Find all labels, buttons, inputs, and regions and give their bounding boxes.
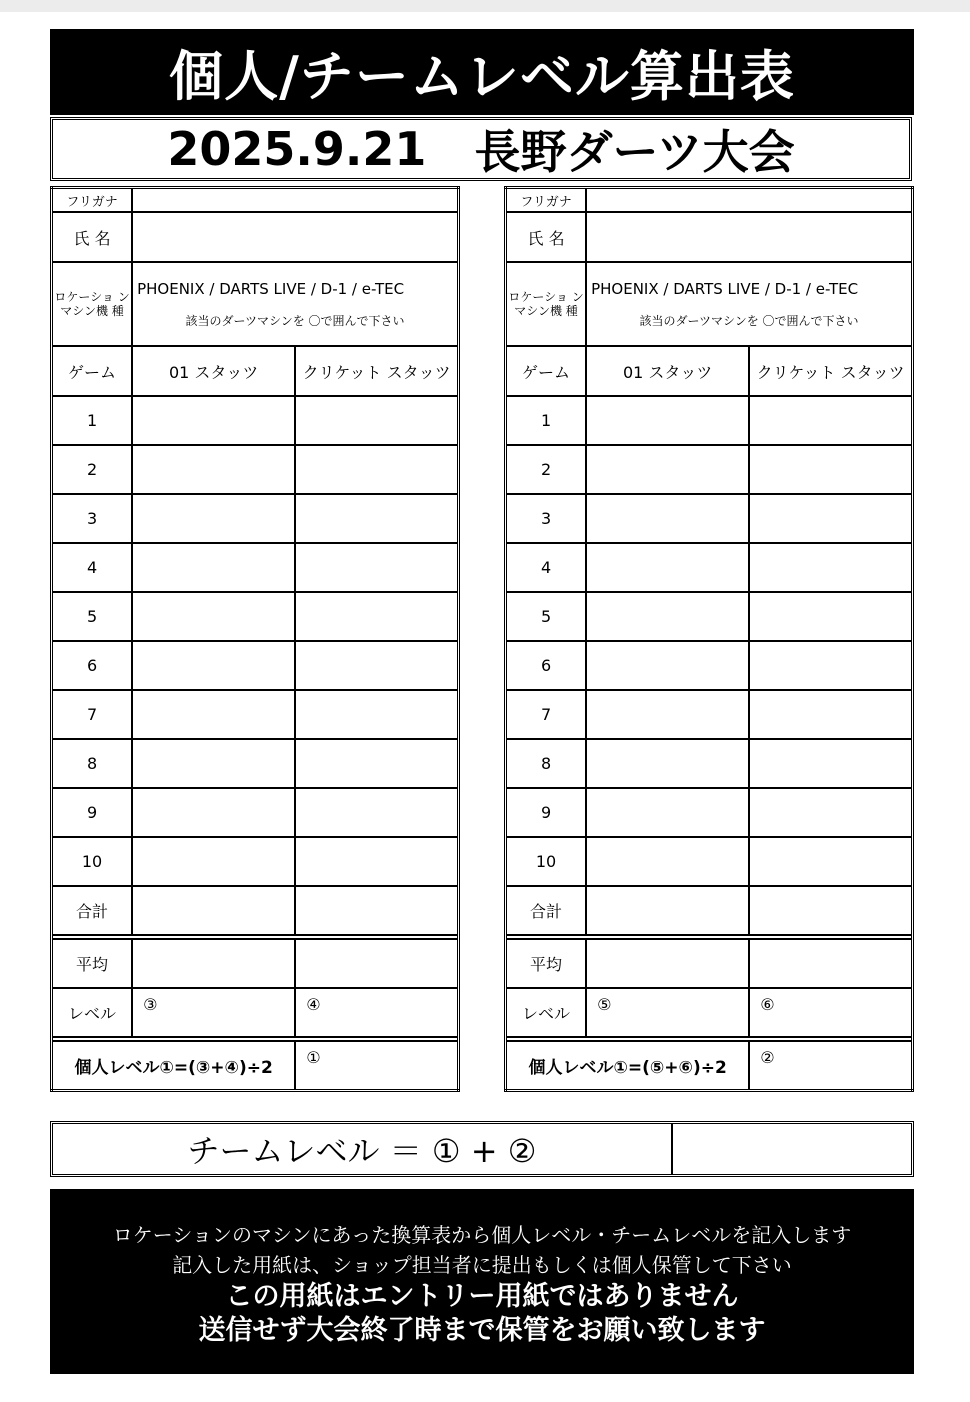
- stats-01-field[interactable]: [132, 592, 295, 641]
- average-label: 平均: [52, 939, 133, 988]
- stats-01-field[interactable]: [586, 592, 749, 641]
- stats-01-field[interactable]: [586, 788, 749, 837]
- table-row: [506, 641, 913, 690]
- table-row: [506, 690, 913, 739]
- game-number: 5: [506, 592, 587, 641]
- event-spacer: [426, 122, 474, 176]
- average-cricket-field[interactable]: [295, 939, 458, 988]
- table-row: [52, 396, 459, 445]
- cricket-field[interactable]: [749, 592, 912, 641]
- game-number: 1: [506, 396, 587, 445]
- cricket-field[interactable]: [749, 739, 912, 788]
- stats-01-field[interactable]: [132, 494, 295, 543]
- stats-01-field[interactable]: [132, 788, 295, 837]
- cricket-field[interactable]: [295, 445, 458, 494]
- cricket-field[interactable]: [749, 445, 912, 494]
- stats-01-field[interactable]: [132, 739, 295, 788]
- table-row: [506, 543, 913, 592]
- game-number: 6: [52, 641, 133, 690]
- level-mark: ⑥: [760, 995, 775, 1014]
- table-row: [506, 396, 913, 445]
- level-mark: ③: [143, 995, 158, 1014]
- footer-line-2: 記入した用紙は、ショップ担当者に提出もしくは個人保管して下さい: [172, 1253, 792, 1277]
- table-row: [52, 445, 459, 494]
- stats-01-field[interactable]: [586, 396, 749, 445]
- left-score-card: [50, 186, 460, 1092]
- total-cricket-field[interactable]: [295, 886, 458, 935]
- stats-01-header: 01 スタッツ: [132, 346, 295, 396]
- stats-01-field[interactable]: [586, 445, 749, 494]
- game-number: 3: [52, 494, 133, 543]
- game-number: 4: [506, 543, 587, 592]
- game-number: 9: [506, 788, 587, 837]
- cricket-stats-header: クリケット スタッツ: [749, 346, 912, 396]
- game-number: 10: [52, 837, 133, 886]
- game-header: ゲーム: [506, 346, 587, 396]
- game-number: 6: [506, 641, 587, 690]
- stats-01-field[interactable]: [586, 837, 749, 886]
- game-number: 8: [506, 739, 587, 788]
- browser-top-strip: [0, 0, 970, 12]
- table-row: [52, 494, 459, 543]
- table-row: [506, 739, 913, 788]
- individual-level-field[interactable]: [295, 1041, 458, 1090]
- table-row: [52, 837, 459, 886]
- game-header: ゲーム: [52, 346, 133, 396]
- individual-mark: ②: [760, 1048, 775, 1067]
- stats-01-field[interactable]: [586, 494, 749, 543]
- machine-options: PHOENIX / DARTS LIVE / D-1 / e-TEC: [137, 279, 405, 298]
- table-row: [52, 641, 459, 690]
- footer-line-1: ロケーションのマシンにあった換算表から個人レベル・チームレベルを記入します: [112, 1223, 852, 1247]
- game-number: 9: [52, 788, 133, 837]
- stats-01-field[interactable]: [132, 445, 295, 494]
- footer-line-3: この用紙はエントリー用紙ではありません: [225, 1281, 739, 1312]
- name-label: 氏 名: [52, 212, 133, 262]
- cricket-field[interactable]: [749, 494, 912, 543]
- level-cricket-field[interactable]: [749, 988, 912, 1037]
- table-row: [506, 837, 913, 886]
- cricket-field[interactable]: [295, 396, 458, 445]
- stats-01-field[interactable]: [132, 396, 295, 445]
- average-label: 平均: [506, 939, 587, 988]
- cricket-field[interactable]: [749, 788, 912, 837]
- cricket-field[interactable]: [749, 543, 912, 592]
- machine-cell[interactable]: [132, 262, 458, 346]
- cricket-stats-header: クリケット スタッツ: [295, 346, 458, 396]
- game-number: 4: [52, 543, 133, 592]
- cricket-field[interactable]: [295, 592, 458, 641]
- total-cricket-field[interactable]: [749, 886, 912, 935]
- cricket-field[interactable]: [295, 739, 458, 788]
- cricket-field[interactable]: [749, 837, 912, 886]
- stats-01-field[interactable]: [586, 641, 749, 690]
- stats-01-field[interactable]: [132, 641, 295, 690]
- cricket-field[interactable]: [295, 690, 458, 739]
- furigana-label: フリガナ: [506, 188, 587, 213]
- total-01-field[interactable]: [586, 886, 749, 935]
- stats-01-field[interactable]: [132, 837, 295, 886]
- level-label: レベル: [52, 988, 133, 1037]
- total-label: 合計: [52, 886, 133, 935]
- right-score-card: [504, 186, 914, 1092]
- name-field[interactable]: [132, 212, 458, 262]
- name-field[interactable]: [586, 212, 912, 262]
- furigana-label: フリガナ: [52, 188, 133, 213]
- cricket-field[interactable]: [295, 641, 458, 690]
- name-label: 氏 名: [506, 212, 587, 262]
- cricket-field[interactable]: [295, 543, 458, 592]
- page-title: 個人/チームレベル算出表: [50, 29, 914, 115]
- event-name: 長野ダーツ大会: [474, 125, 795, 179]
- cricket-field[interactable]: [295, 494, 458, 543]
- table-row: [52, 739, 459, 788]
- stats-01-header: 01 スタッツ: [586, 346, 749, 396]
- game-number: 5: [52, 592, 133, 641]
- machine-note: 該当のダーツマシンを 〇で囲んで下さい: [185, 313, 405, 328]
- total-label: 合計: [506, 886, 587, 935]
- average-01-field[interactable]: [586, 939, 749, 988]
- table-row: [506, 592, 913, 641]
- furigana-field[interactable]: [586, 188, 912, 213]
- footer-notice: [50, 1189, 914, 1374]
- team-level-field[interactable]: [673, 1124, 911, 1174]
- cricket-field[interactable]: [295, 837, 458, 886]
- game-number: 3: [506, 494, 587, 543]
- machine-cell[interactable]: [586, 262, 912, 346]
- footer-line-4: 送信せず大会終了時まで保管をお願い致します: [198, 1315, 766, 1346]
- individual-mark: ①: [306, 1048, 321, 1067]
- table-row: [52, 788, 459, 837]
- event-banner: [50, 117, 912, 181]
- table-row: [52, 690, 459, 739]
- level-mark: ⑤: [597, 995, 612, 1014]
- individual-level-field[interactable]: [749, 1041, 912, 1090]
- event-date: 2025.9.21: [167, 122, 427, 176]
- cricket-field[interactable]: [749, 690, 912, 739]
- cricket-field[interactable]: [749, 396, 912, 445]
- game-number: 7: [506, 690, 587, 739]
- game-number: 7: [52, 690, 133, 739]
- machine-options: PHOENIX / DARTS LIVE / D-1 / e-TEC: [591, 279, 859, 298]
- game-number: 1: [52, 396, 133, 445]
- machine-note: 該当のダーツマシンを 〇で囲んで下さい: [639, 313, 859, 328]
- game-number: 2: [506, 445, 587, 494]
- furigana-field[interactable]: [132, 188, 458, 213]
- stats-01-field[interactable]: [586, 739, 749, 788]
- table-row: [506, 494, 913, 543]
- level-01-field[interactable]: [132, 988, 295, 1037]
- game-number: 8: [52, 739, 133, 788]
- table-row: [506, 788, 913, 837]
- stats-01-field[interactable]: [586, 543, 749, 592]
- cricket-field[interactable]: [749, 641, 912, 690]
- individual-level-label: 個人レベル①=(③+④)÷2: [52, 1041, 296, 1090]
- location-label: ロケーショ ンマシン機 種: [506, 262, 587, 346]
- team-level-formula: チームレベル ＝ ① + ②: [53, 1124, 673, 1174]
- individual-level-label: 個人レベル①=(⑤+⑥)÷2: [506, 1041, 750, 1090]
- stats-01-field[interactable]: [132, 543, 295, 592]
- level-mark: ④: [306, 995, 321, 1014]
- game-number: 10: [506, 837, 587, 886]
- level-01-field[interactable]: [586, 988, 749, 1037]
- table-row: [52, 592, 459, 641]
- table-row: [52, 543, 459, 592]
- stats-01-field[interactable]: [132, 690, 295, 739]
- table-row: [506, 445, 913, 494]
- level-label: レベル: [506, 988, 587, 1037]
- team-level-box: [50, 1121, 914, 1177]
- cricket-field[interactable]: [295, 788, 458, 837]
- total-01-field[interactable]: [132, 886, 295, 935]
- level-cricket-field[interactable]: [295, 988, 458, 1037]
- game-number: 2: [52, 445, 133, 494]
- location-label: ロケーショ ンマシン機 種: [52, 262, 133, 346]
- stats-01-field[interactable]: [586, 690, 749, 739]
- average-01-field[interactable]: [132, 939, 295, 988]
- average-cricket-field[interactable]: [749, 939, 912, 988]
